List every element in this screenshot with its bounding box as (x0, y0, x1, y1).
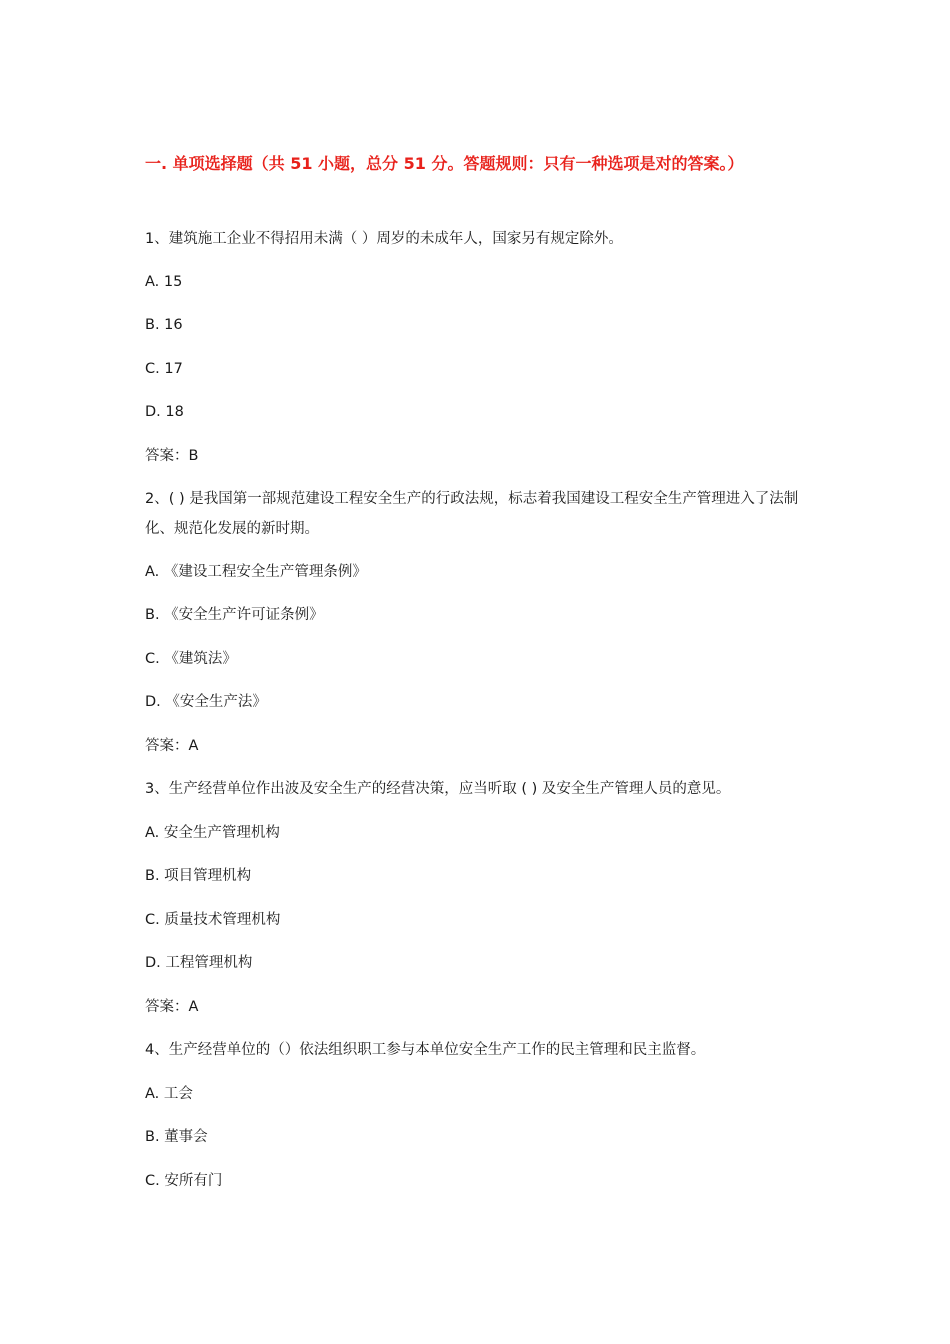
question-2-option-a: A. 《建设工程安全生产管理条例》 (145, 564, 367, 580)
question-2-option-c: C. 《建筑法》 (145, 651, 237, 667)
question-4-option-a: A. 工会 (145, 1086, 193, 1102)
question-2-answer: 答案：A (145, 738, 199, 754)
question-3-option-d: D. 工程管理机构 (145, 955, 253, 971)
question-3-option-a: A. 安全生产管理机构 (145, 825, 280, 841)
section-title: 一. 单项选择题（共 51 小题，总分 51 分。答题规则：只有一种选项是对的答案。） (145, 154, 744, 173)
question-3-answer: 答案：A (145, 999, 199, 1015)
question-3-option-c: C. 质量技术管理机构 (145, 912, 281, 928)
question-4-option-c: C. 安所有门 (145, 1173, 223, 1189)
question-2-stem: 2、( ) 是我国第一部规范建设工程安全生产的行政法规，标志着我国建设工程安全生产管理进入了法制化、规范化发展的新时期。 (145, 491, 799, 537)
question-1-option-d: D. 18 (145, 404, 184, 420)
question-1-answer: 答案：B (145, 448, 199, 464)
question-1-stem: 1、建筑施工企业不得招用未满（ ）周岁的未成年人，国家另有规定除外。 (145, 231, 623, 247)
question-1-option-c: C. 17 (145, 361, 183, 377)
question-3-option-b: B. 项目管理机构 (145, 868, 252, 884)
question-1-option-a: A. 15 (145, 274, 183, 290)
question-3-stem: 3、生产经营单位作出波及安全生产的经营决策，应当听取 ( ) 及安全生产管理人员的意见。 (145, 781, 731, 797)
question-4-option-b: B. 董事会 (145, 1129, 208, 1145)
question-2-option-b: B. 《安全生产许可证条例》 (145, 607, 324, 623)
question-4-stem: 4、生产经营单位的（）依法组织职工参与本单位安全生产工作的民主管理和民主监督。 (145, 1042, 706, 1058)
question-2-option-d: D. 《安全生产法》 (145, 694, 267, 710)
question-1-option-b: B. 16 (145, 317, 183, 333)
